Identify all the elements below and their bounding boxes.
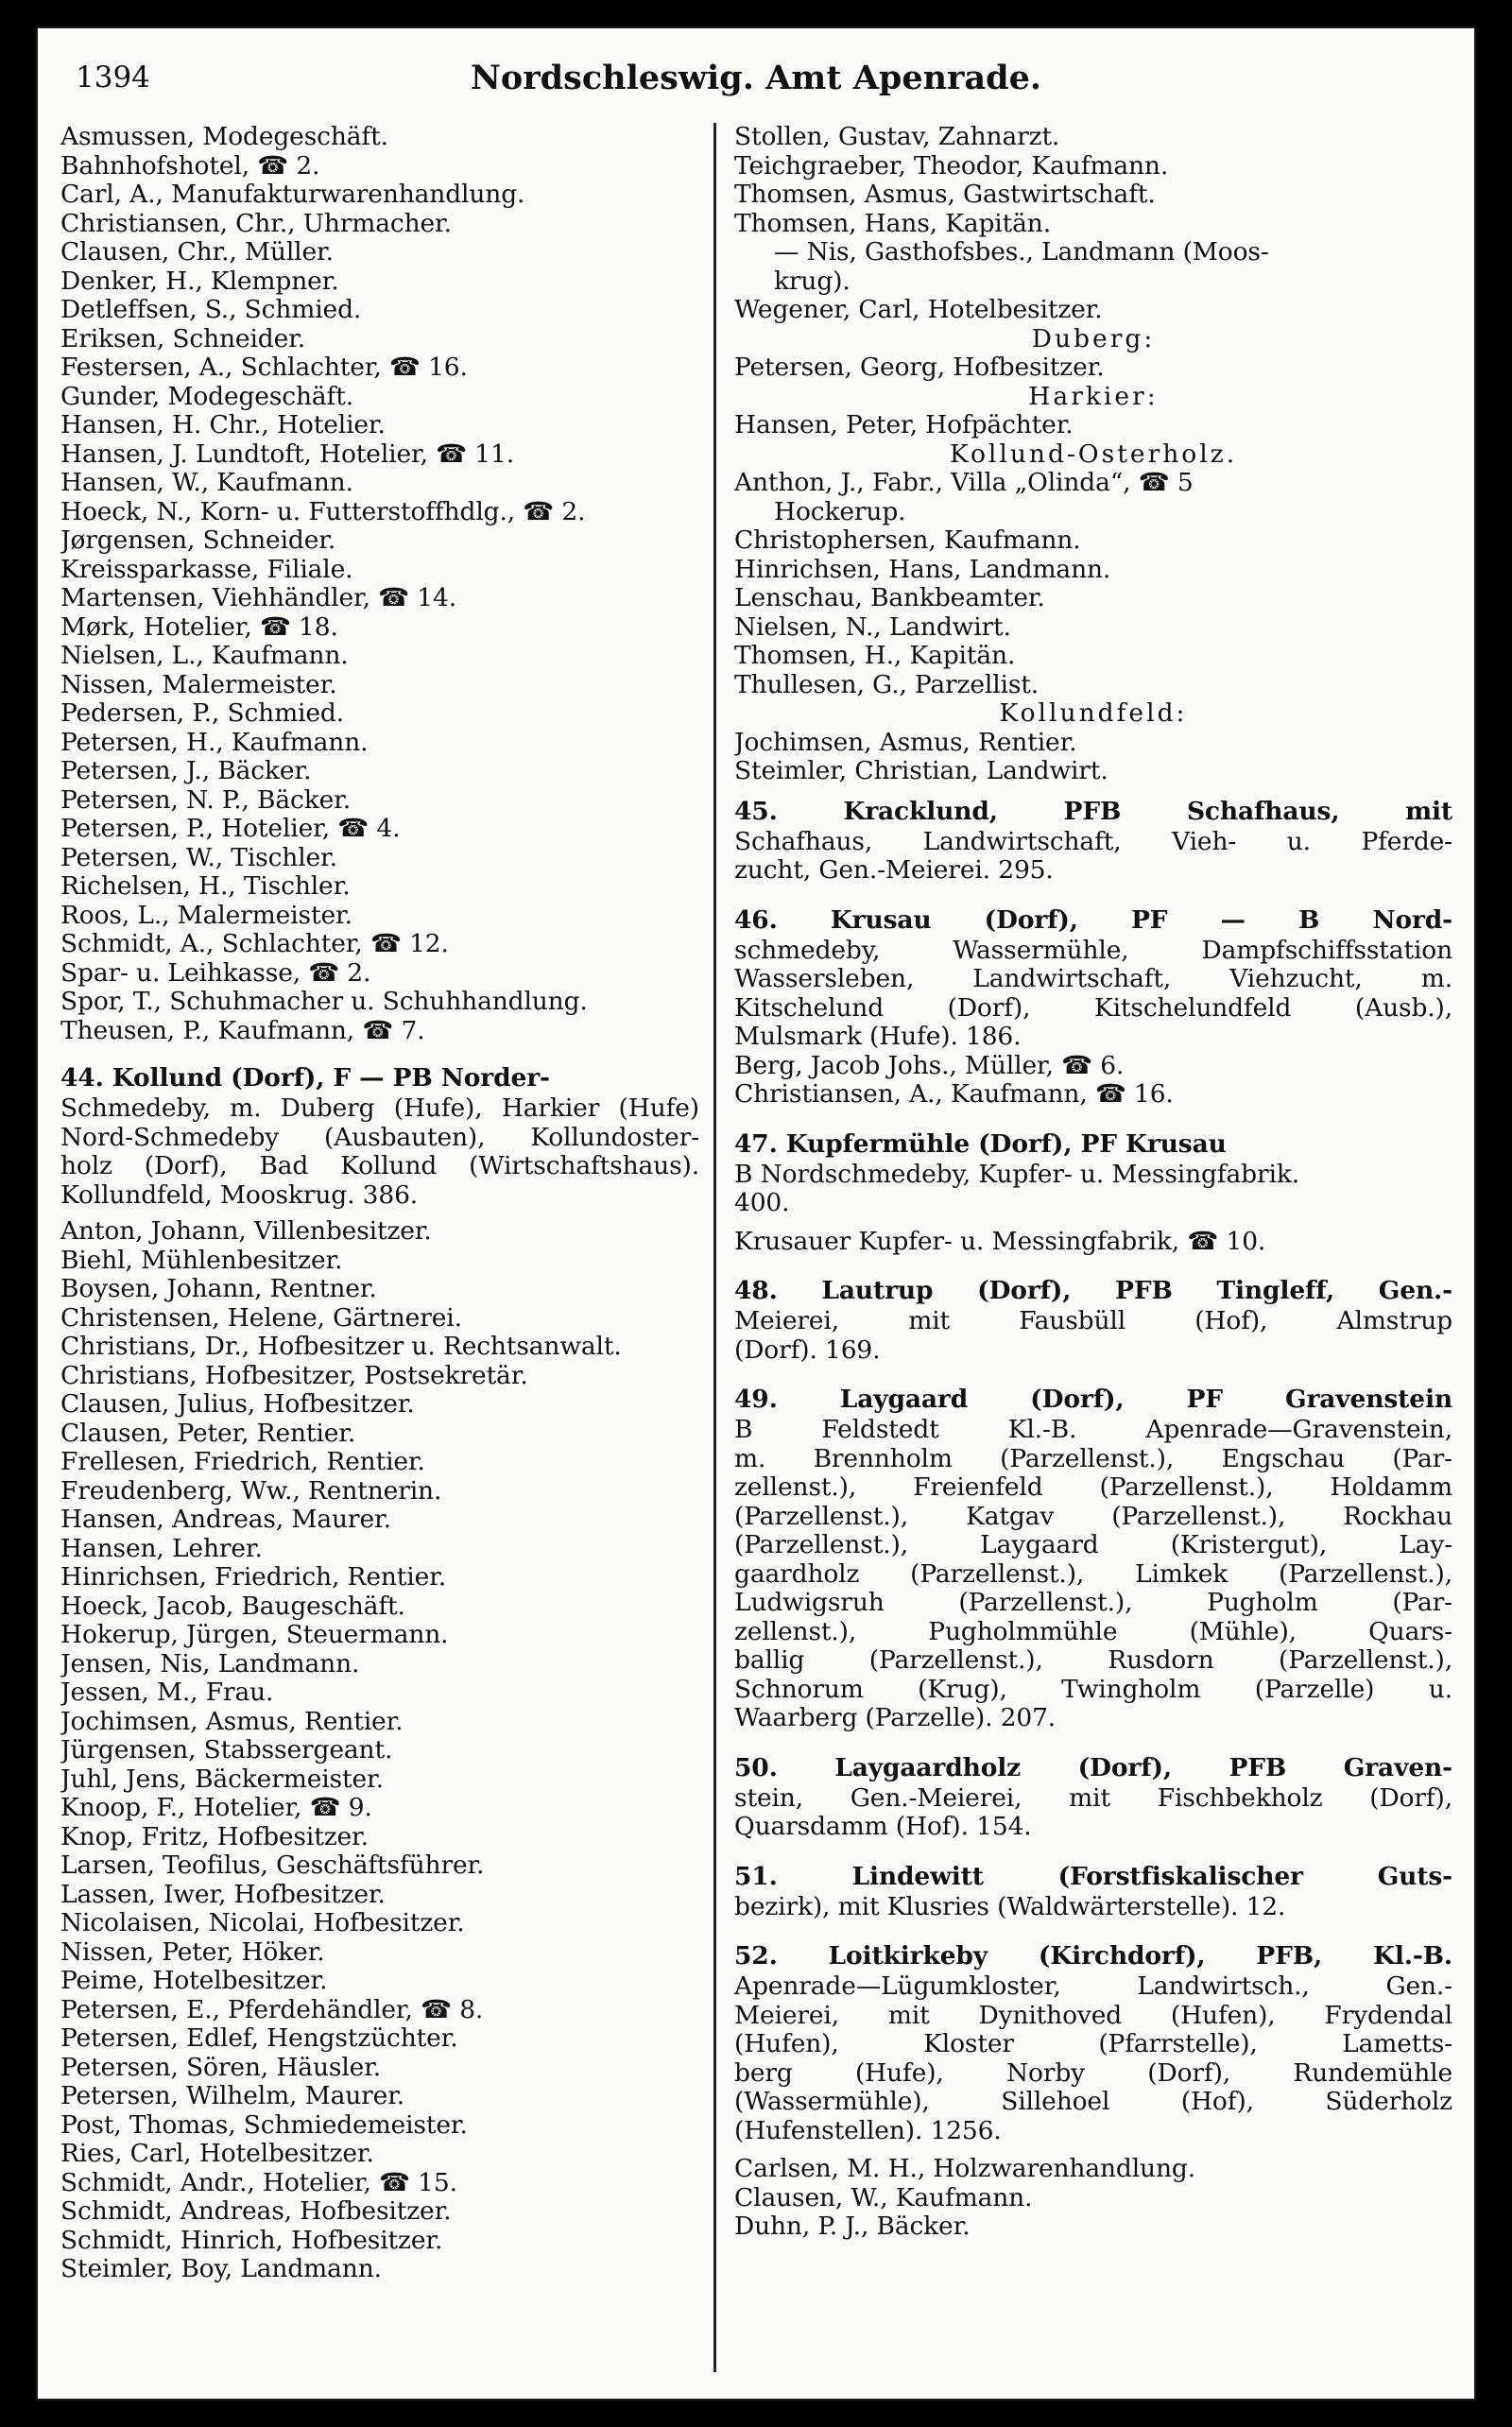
place-description: Quarsdamm (Hof). 154. — [734, 1813, 1032, 1841]
directory-entry: Petersen, P., Hotelier, ☎ 4. — [60, 815, 401, 843]
directory-entry: Christians, Dr., Hofbesitzer u. Rechtsanwalt. — [60, 1333, 622, 1361]
place-description: Nord-Schmedeby (Ausbauten), Kollundoster- — [60, 1123, 699, 1152]
directory-entry: Christophersen, Kaufmann. — [734, 526, 1081, 555]
directory-entry: Petersen, J., Bäcker. — [60, 757, 312, 785]
directory-entry: Nielsen, N., Landwirt. — [734, 612, 1011, 642]
directory-entry: Jessen, M., Frau. — [60, 1678, 274, 1707]
directory-entry: Anthon, J., Fabr., Villa „Olinda“, ☎ 5 — [734, 469, 1194, 497]
place-description: berg (Hufe), Norby (Dorf), Rundemühle — [734, 2058, 1452, 2088]
directory-entry: Hinrichsen, Friedrich, Rentier. — [60, 1563, 447, 1592]
directory-entry: Detleffsen, S., Schmied. — [60, 296, 362, 324]
directory-entry: Petersen, Edlef, Hengstzüchter. — [60, 2024, 458, 2053]
directory-entry: Petersen, Georg, Hofbesitzer. — [734, 353, 1105, 382]
place-description: holz (Dorf), Bad Kollund (Wirtschaftshaus). — [60, 1152, 699, 1180]
directory-entry: Jensen, Nis, Landmann. — [60, 1649, 360, 1678]
directory-entry: Stollen, Gustav, Zahnarzt. — [734, 123, 1060, 151]
place-description: zellenst.), Freienfeld (Parzellenst.), Holdamm — [734, 1473, 1452, 1502]
place-description: stein, Gen.-Meierei, mit Fischbekholz (Dorf), — [734, 1783, 1452, 1813]
place-heading-lindewitt: 51. Lindewitt (Forstfiskalischer Guts- — [734, 1861, 1452, 1891]
place-description: (Parzellenst.), Katgav (Parzellenst.), Rockhau — [734, 1502, 1452, 1531]
place-description: zucht, Gen.-Meierei. 295. — [734, 856, 1054, 885]
place-description: Kollundfeld, Mooskrug. 386. — [60, 1180, 419, 1210]
directory-entry: Christensen, Helene, Gärtnerei. — [60, 1303, 462, 1333]
directory-entry: Schmidt, A., Schlachter, ☎ 12. — [60, 930, 449, 958]
place-description: Meierei, mit Fausbüll (Hof), Almstrup — [734, 1307, 1452, 1335]
place-description: B Nordschmedeby, Kupfer- u. Messingfabrik. — [734, 1160, 1300, 1189]
directory-entry: Festersen, A., Schlachter, ☎ 16. — [60, 353, 468, 382]
directory-entry: Hoeck, N., Korn- u. Futterstoffhdlg., ☎ 2. — [60, 497, 586, 526]
right-column — [734, 123, 1452, 2242]
place-description: gaardholz (Parzellenst.), Limkek (Parzellenst.), — [734, 1559, 1452, 1589]
directory-entry: Mørk, Hotelier, ☎ 18. — [60, 612, 338, 642]
directory-entry: Steimler, Christian, Landwirt. — [734, 757, 1108, 785]
directory-entry: Hansen, Lehrer. — [60, 1534, 263, 1563]
directory-entry: Boysen, Johann, Rentner. — [60, 1275, 377, 1303]
place-description: (Hufenstellen). 1256. — [734, 2116, 1002, 2145]
directory-entry: Clausen, Chr., Müller. — [60, 238, 334, 267]
directory-entry: Nielsen, L., Kaufmann. — [60, 642, 349, 670]
directory-entry: Petersen, Wilhelm, Maurer. — [60, 2082, 405, 2110]
directory-entry: Nissen, Peter, Höker. — [60, 1937, 325, 1967]
directory-entry: Peime, Hotelbesitzer. — [60, 1967, 328, 1995]
directory-entry: Ries, Carl, Hotelbesitzer. — [60, 2140, 374, 2168]
directory-entry: Post, Thomas, Schmiedemeister. — [60, 2110, 468, 2140]
directory-entry: Nicolaisen, Nicolai, Hofbesitzer. — [60, 1909, 465, 1937]
place-description: Schafhaus, Landwirtschaft, Vieh- u. Pferde- — [734, 827, 1452, 856]
place-description: bezirk), mit Klusries (Waldwärterstelle). 12. — [734, 1892, 1286, 1921]
directory-entry: Christians, Hofbesitzer, Postsekretär. — [60, 1361, 528, 1390]
place-description: m. Brennholm (Parzellenst.), Engschau (Par- — [734, 1444, 1452, 1473]
place-description: Kitschelund (Dorf), Kitschelundfeld (Ausb.), — [734, 993, 1452, 1023]
directory-entry: Jürgensen, Stabssergeant. — [60, 1736, 393, 1764]
directory-entry: Larsen, Teofilus, Geschäftsführer. — [60, 1851, 485, 1880]
subsection-heading-kollund-osterholz: Kollund-Osterholz. — [949, 439, 1238, 469]
place-heading-kupfermuehle: 47. Kupfermühle (Dorf), PF Krusau — [734, 1128, 1227, 1159]
directory-entry: Roos, L., Malermeister. — [60, 901, 352, 930]
directory-entry: Schmidt, Andreas, Hofbesitzer. — [60, 2197, 452, 2226]
place-description: zellenst.), Pugholmmühle (Mühle), Quars- — [734, 1617, 1452, 1646]
place-description: ballig (Parzellenst.), Rusdorn (Parzellenst.), — [734, 1646, 1452, 1675]
place-heading-loitkirkeby: 52. Loitkirkeby (Kirchdorf), PFB, Kl.-B. — [734, 1941, 1452, 1971]
directory-entry: Schmidt, Hinrich, Hofbesitzer. — [60, 2226, 443, 2255]
place-heading-laygaard: 49. Laygaard (Dorf), PF Gravenstein — [734, 1385, 1452, 1414]
directory-entry: Jochimsen, Asmus, Rentier. — [60, 1707, 404, 1736]
directory-page — [38, 28, 1474, 2399]
directory-entry: krug). — [774, 267, 850, 296]
directory-entry: Hockerup. — [774, 497, 906, 526]
place-description: 400. — [734, 1189, 790, 1217]
directory-entry: Theusen, P., Kaufmann, ☎ 7. — [60, 1016, 425, 1045]
directory-entry: Steimler, Boy, Landmann. — [60, 2255, 382, 2283]
directory-entry: Clausen, W., Kaufmann. — [734, 2183, 1033, 2212]
directory-entry: Eriksen, Schneider. — [60, 324, 306, 353]
directory-entry: Hansen, Andreas, Maurer. — [60, 1506, 391, 1534]
directory-entry: Knoop, F., Hotelier, ☎ 9. — [60, 1794, 372, 1822]
page-header — [76, 57, 1436, 106]
place-description: Ludwigsruh (Parzellenst.), Pugholm (Par- — [734, 1589, 1452, 1617]
place-description: (Wassermühle), Sillehoel (Hof), Süderholz — [734, 2088, 1452, 2116]
directory-entry: Knop, Fritz, Hofbesitzer. — [60, 1822, 369, 1851]
place-heading-kracklund: 45. Kracklund, PFB Schafhaus, mit — [734, 796, 1452, 826]
page-number: 1394 — [76, 60, 150, 95]
place-description: Schmedeby, m. Duberg (Hufe), Harkier (Hufe) — [60, 1094, 699, 1123]
directory-entry: — Nis, Gasthofsbes., Landmann (Moos- — [774, 238, 1269, 267]
place-description: B Feldstedt Kl.-B. Apenrade—Gravenstein, — [734, 1416, 1452, 1444]
directory-entry: Asmussen, Modegeschäft. — [60, 123, 388, 151]
place-description: Wassersleben, Landwirtschaft, Viehzucht, m. — [734, 965, 1452, 993]
place-heading-kollund: 44. Kollund (Dorf), F — PB Norder- — [60, 1063, 550, 1093]
directory-entry: Hoeck, Jacob, Baugeschäft. — [60, 1592, 405, 1621]
directory-entry: Christiansen, A., Kaufmann, ☎ 16. — [734, 1080, 1174, 1109]
left-column — [60, 123, 699, 2284]
place-description: (Parzellenst.), Laygaard (Kristergut), Lay- — [734, 1531, 1452, 1559]
page-title: Nordschleswig. Amt Apenrade. — [470, 59, 1042, 97]
directory-entry: Jochimsen, Asmus, Rentier. — [734, 728, 1077, 757]
directory-entry: Thomsen, Hans, Kapitän. — [734, 209, 1051, 238]
column-divider — [713, 123, 716, 2372]
directory-entry: Pedersen, P., Schmied. — [60, 699, 345, 728]
directory-entry: Thomsen, H., Kapitän. — [734, 642, 1016, 670]
directory-entry: Teichgraeber, Theodor, Kaufmann. — [734, 151, 1169, 181]
directory-entry: Lassen, Iwer, Hofbesitzer. — [60, 1880, 386, 1909]
directory-entry: Clausen, Julius, Hofbesitzer. — [60, 1390, 415, 1419]
place-description: Meierei, mit Dynithoved (Hufen), Frydendal — [734, 2001, 1452, 2030]
directory-entry: Hansen, H. Chr., Hotelier. — [60, 411, 386, 439]
directory-entry: Kreissparkasse, Filiale. — [60, 555, 353, 584]
place-description: Schnorum (Krug), Twingholm (Parzelle) u. — [734, 1675, 1452, 1704]
directory-entry: Petersen, N. P., Bäcker. — [60, 785, 352, 815]
place-description: (Dorf). 169. — [734, 1335, 881, 1365]
directory-entry: Biehl, Mühlenbesitzer. — [60, 1246, 343, 1275]
subsection-heading-harkier: Harkier: — [1028, 382, 1159, 411]
directory-entry: Spor, T., Schuhmacher u. Schuhhandlung. — [60, 988, 588, 1016]
place-description: Waarberg (Parzelle). 207. — [734, 1704, 1057, 1732]
directory-entry: Thullesen, G., Parzellist. — [734, 670, 1040, 699]
directory-entry: Spar- u. Leihkasse, ☎ 2. — [60, 958, 371, 988]
directory-entry: Gunder, Modegeschäft. — [60, 382, 353, 411]
directory-entry: Krusauer Kupfer- u. Messingfabrik, ☎ 10. — [734, 1227, 1266, 1256]
place-description: Apenrade—Lügumkloster, Landwirtsch., Gen.- — [734, 1972, 1452, 2001]
directory-entry: Petersen, H., Kaufmann. — [60, 728, 369, 757]
directory-entry: Hokerup, Jürgen, Steuermann. — [60, 1621, 449, 1649]
directory-entry: Hansen, J. Lundtoft, Hotelier, ☎ 11. — [60, 439, 514, 469]
directory-entry: Duhn, P. J., Bäcker. — [734, 2212, 971, 2241]
directory-entry: Bahnhofshotel, ☎ 2. — [60, 151, 320, 181]
directory-entry: Nissen, Malermeister. — [60, 670, 337, 699]
directory-entry: Hansen, W., Kaufmann. — [60, 469, 353, 497]
directory-entry: Wegener, Carl, Hotelbesitzer. — [734, 296, 1103, 324]
directory-entry: Carl, A., Manufakturwarenhandlung. — [60, 181, 525, 209]
directory-entry: Petersen, E., Pferdehändler, ☎ 8. — [60, 1995, 484, 2024]
directory-entry: Petersen, Sören, Häusler. — [60, 2053, 382, 2082]
directory-entry: Petersen, W., Tischler. — [60, 843, 337, 872]
subsection-heading-duberg: Duberg: — [1031, 324, 1156, 353]
directory-entry: Hinrichsen, Hans, Landmann. — [734, 555, 1111, 584]
subsection-heading-kollundfeld: Kollundfeld: — [999, 699, 1188, 728]
directory-entry: Freudenberg, Ww., Rentnerin. — [60, 1476, 442, 1506]
directory-entry: Berg, Jacob Johs., Müller, ☎ 6. — [734, 1051, 1125, 1080]
place-heading-lautrup: 48. Lautrup (Dorf), PFB Tingleff, Gen.- — [734, 1276, 1452, 1305]
directory-entry: Thomsen, Asmus, Gastwirtschaft. — [734, 181, 1156, 209]
directory-entry: Christiansen, Chr., Uhrmacher. — [60, 209, 452, 238]
directory-entry: Carlsen, M. H., Holzwarenhandlung. — [734, 2155, 1195, 2183]
directory-entry: Clausen, Peter, Rentier. — [60, 1419, 356, 1448]
directory-entry: Jørgensen, Schneider. — [60, 526, 336, 555]
place-description: Mulsmark (Hufe). 186. — [734, 1023, 1022, 1051]
place-description: schmedeby, Wassermühle, Dampfschiffsstation — [734, 936, 1452, 965]
directory-entry: Juhl, Jens, Bäckermeister. — [60, 1764, 384, 1794]
directory-entry: Anton, Johann, Villenbesitzer. — [60, 1217, 432, 1246]
place-heading-laygaardholz: 50. Laygaardholz (Dorf), PFB Graven- — [734, 1752, 1452, 1782]
place-description: (Hufen), Kloster (Pfarrstelle), Lametts- — [734, 2030, 1452, 2058]
directory-entry: Hansen, Peter, Hofpächter. — [734, 411, 1074, 439]
directory-entry: Schmidt, Andr., Hotelier, ☎ 15. — [60, 2168, 457, 2197]
place-heading-krusau: 46. Krusau (Dorf), PF — B Nord- — [734, 904, 1452, 935]
directory-entry: Denker, H., Klempner. — [60, 267, 339, 296]
directory-entry: Martensen, Viehhändler, ☎ 14. — [60, 584, 456, 612]
directory-entry: Lenschau, Bankbeamter. — [734, 584, 1045, 612]
directory-entry: Richelsen, H., Tischler. — [60, 872, 351, 901]
directory-entry: Frellesen, Friedrich, Rentier. — [60, 1448, 425, 1476]
